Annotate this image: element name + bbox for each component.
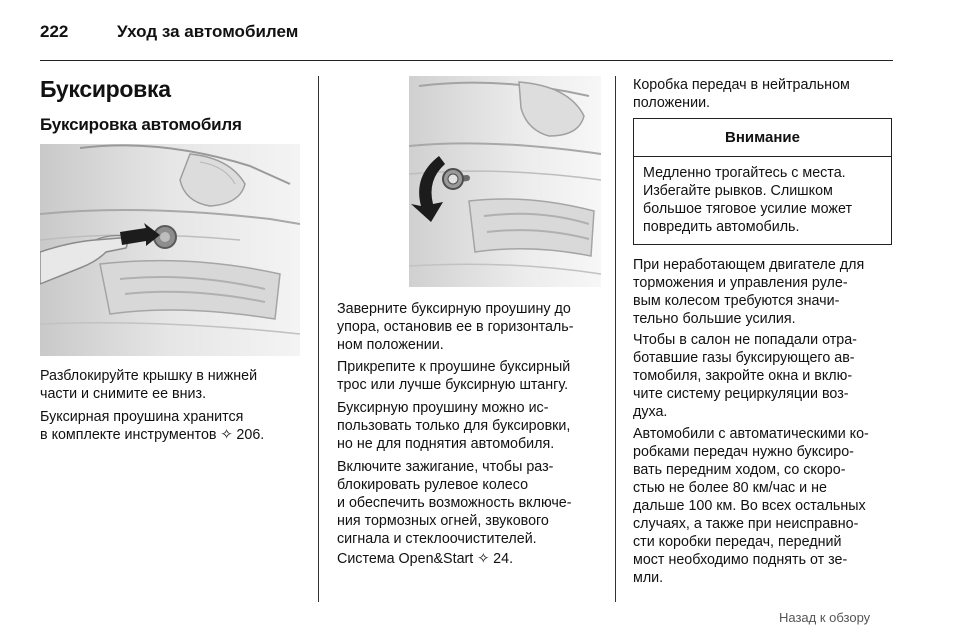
back-to-overview-link[interactable]: Назад к обзору	[779, 610, 871, 625]
column-divider-1	[318, 76, 319, 602]
page-number: 222	[40, 22, 69, 41]
bumper-cover-illustration	[40, 144, 300, 356]
column-divider-2	[615, 76, 616, 602]
col2-paragraph-4: Включите зажигание, чтобы раз- блокировать рулевое колесо и обеспечить возможность включе- ния тормозных огней, звукового сигнала и стеклоочистителей.	[337, 459, 572, 547]
col2-paragraph-2: Прикрепите к проушине буксирный трос или лучше буксирную штангу.	[337, 359, 571, 393]
col3-paragraph-2: При неработающем двигателе для торможения и управления руле- вым колесом требуются значи- тельно большие усилия.	[633, 257, 865, 327]
col2-paragraph-1: Заверните буксирную проушину до упора, остановив ее в горизонталь- ном положении.	[337, 301, 574, 353]
col3-paragraph-4: Автомобили с автоматическими ко- робками передач нужно буксиро- вать передним ходом, со скоро- стью не более 80 км/час и не дальше 100 км. Во всех остальных случаях, а также при неисправно- сти коробки передач, передний мост необходимо поднять от зе- мли.	[633, 426, 869, 586]
col2-paragraph-5: Система Open&Start ✧ 24.	[337, 551, 514, 567]
col1-paragraph-2: Буксирная проушина хранится в комплекте инструментов ✧ 206.	[40, 409, 265, 443]
section-title: Буксировка	[40, 76, 171, 102]
warning-text: Медленно трогайтесь с места. Избегайте рывков. Слишком большое тяговое усилие может повредить автомобиль.	[643, 165, 852, 235]
towing-eye-illustration	[409, 76, 601, 287]
warning-title: Внимание	[634, 119, 891, 157]
col2-paragraph-3: Буксирную проушину можно ис- пользовать только для буксировки, но не для поднятия автомобиля.	[337, 400, 571, 452]
col3-paragraph-1: Коробка передач в нейтральном положении.	[633, 77, 850, 111]
col3-paragraph-3: Чтобы в салон не попадали отра- ботавшие газы буксирующего ав- томобиля, закройте окна и вклю- чите систему рециркуляции воз- духа.	[633, 332, 857, 420]
col1-paragraph-1: Разблокируйте крышку в нижней части и снимите ее вниз.	[40, 368, 258, 402]
header-divider	[40, 60, 893, 61]
warning-box	[633, 118, 892, 245]
section-subtitle: Буксировка автомобиля	[40, 115, 242, 134]
chapter-title: Уход за автомобилем	[117, 22, 299, 41]
